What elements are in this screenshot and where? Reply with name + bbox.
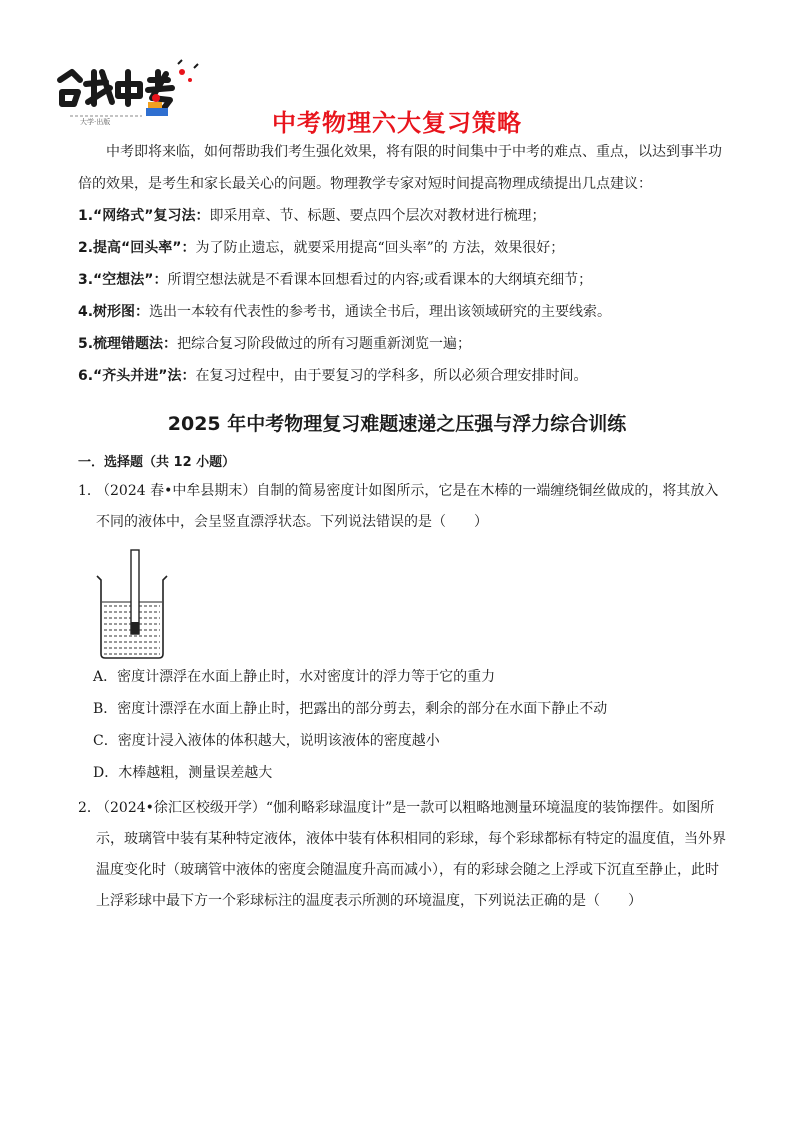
tip-label: 5.梳理错题法：	[78, 336, 178, 352]
exam-title: 2025 年中考物理复习难题速递之压强与浮力综合训练	[167, 413, 627, 435]
tip-label: 2.提高“回头率”：	[78, 240, 196, 256]
tip-text: 在复习过程中，由于要复习的学科多，所以必须合理安排时间。	[195, 368, 588, 384]
question-stem: （2024•徐汇区校级开学）“伽利略彩球温度计”是一款可以粗略地测量环境温度的装饰摆件。如图所示，玻璃管中装有某种特定液体，液体中装有体积相同的彩球，每个彩球都标有特定的温度值，当外界温度变化时（玻璃管中液体的密度会随温度升高而减小），有的彩球会随之上浮或下沉直至静止，此时上浮彩球中最下方一个彩球标注的温度表示所测的环境温度，下列说法正确的是（ ）	[96, 800, 726, 909]
tip-1	[78, 206, 758, 226]
question-2	[78, 793, 730, 917]
tip-3	[78, 270, 758, 290]
tip-text: 选出一本较有代表性的参考书，通读全书后，理出该领域研究的主要线索。	[149, 304, 612, 320]
tip-label: 6.“齐头并进”法：	[78, 368, 196, 384]
tip-2	[78, 238, 758, 258]
hydrometer-beaker-figure	[93, 548, 173, 660]
option-c: C．密度计浸入液体的体积越大，说明该液体的密度越小	[93, 733, 440, 749]
section-heading: 一．选择题（共 12 小题）	[78, 455, 236, 470]
question-number: 1．	[78, 483, 101, 499]
logo-subtext: 大学·出版	[80, 118, 111, 126]
option-a: A．密度计漂浮在水面上静止时，水对密度计的浮力等于它的重力	[93, 669, 496, 685]
tip-text: 即采用章、节、标题、要点四个层次对教材进行梳理；	[209, 208, 546, 224]
tip-5	[78, 334, 758, 354]
strategy-title: 中考物理六大复习策略	[272, 109, 522, 137]
tip-label: 4.树形图：	[78, 304, 150, 320]
tip-6	[78, 366, 758, 386]
question-1	[78, 476, 730, 538]
question-number: 2．	[78, 800, 101, 816]
option-d: D．木棒越粗，测量误差越大	[93, 765, 273, 781]
tip-4	[78, 302, 758, 322]
option-b: B．密度计漂浮在水面上静止时，把露出的部分剪去，剩余的部分在水面下静止不动	[93, 701, 608, 717]
tip-label: 1.“网络式”复习法：	[78, 208, 210, 224]
tip-text: 为了防止遗忘，就要采用提高“回头率”的 方法，效果很好；	[195, 240, 565, 256]
tip-text: 把综合复习阶段做过的所有习题重新浏览一遍；	[177, 336, 472, 352]
intro-paragraph: 中考即将来临，如何帮助我们考生强化效果，将有限的时间集中于中考的难点、重点，以达到事半功倍的效果，是考生和家长最关心的问题。物理教学专家对短时间提高物理成绩提出几点建议：	[78, 144, 722, 192]
question-stem: （2024 春•中牟县期末）自制的简易密度计如图所示，它是在木棒的一端缠绕铜丝做成的，将其放入不同的液体中，会呈竖直漂浮状态。下列说法错误的是（ ）	[96, 483, 719, 530]
tip-text: 所谓空想法就是不看课本回想看过的内容;或看课本的大纲填充细节；	[167, 272, 593, 288]
tip-label: 3.“空想法”：	[78, 272, 168, 288]
